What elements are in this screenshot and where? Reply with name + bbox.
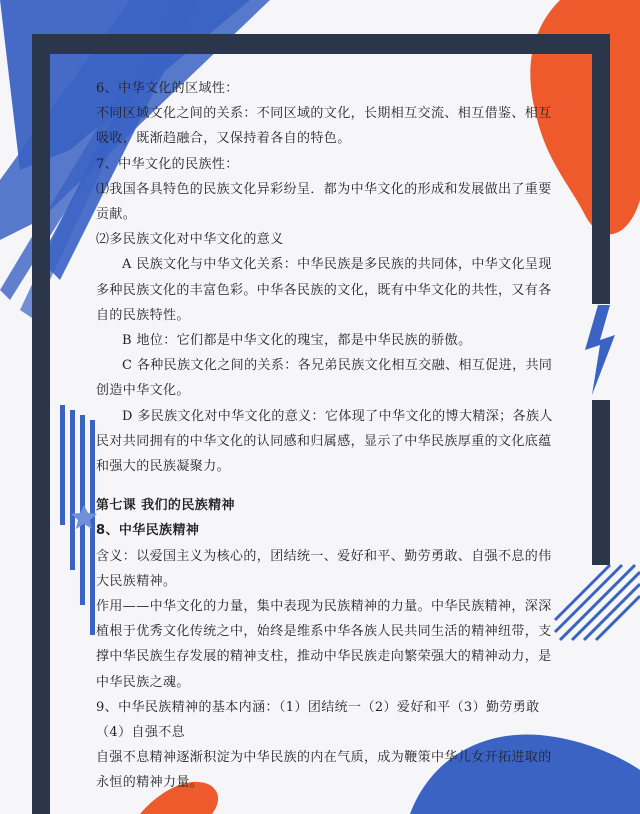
section-7-item-c: C 各种民族文化之间的关系：各兄弟民族文化相互交融、相互促进，共同创造中华文化。: [96, 358, 553, 399]
frame-right-bar-lower: [592, 400, 610, 565]
section-9-title: 9、中华民族精神的基本内涵：（1）团结统一（2）爱好和平（3）勤劳勇敢（4）自强不息: [96, 699, 540, 741]
document-body: [96, 76, 558, 796]
lesson-title: 第七课 我们的民族精神: [96, 498, 235, 514]
section-6-title: 6、中华文化的区域性：: [96, 81, 239, 96]
lightning-icon: [585, 305, 615, 395]
section-7-point-1: ⑴我国各具特色的民族文化异彩纷呈．都为中华文化的形成和发展做出了重要贡献。: [96, 181, 552, 223]
section-7-item-b: B 地位：它们都是中华文化的瑰宝，都是中华民族的骄傲。: [122, 333, 472, 349]
frame-right-bar-upper: [592, 34, 610, 304]
section-8-title: 8、中华民族精神: [96, 523, 200, 539]
section-7-item-d: D 多民族文化对中华文化的意义：它体现了中华文化的博大精深；各族人民对共同拥有的中华文化的认同感和归属感，显示了中华民族厚重的文化底蕴和强大的民族凝聚力。: [96, 408, 553, 475]
section-8-meaning: 含义：以爱国主义为核心的，团结统一、爱好和平、勤劳勇敢、自强不息的伟大民族精神。: [96, 548, 552, 589]
section-7-item-a: A 民族文化与中华文化关系：中华民族是多民族的共同体，中华文化呈现多种民族文化的丰富色彩。中华各民族的文化，既有中华文化的共性，又有各自的民族特性。: [96, 257, 552, 323]
section-8-role: 作用——中华文化的力量，集中表现为民族精神的力量。中华民族精神，深深植根于优秀文化传统之中，始终是维系中华各族人民共同生活的精神纽带，支撑中华民族生存发展的精神支柱，推动中华民族走向繁荣强大的精神动力，是中华民族之魂。: [96, 599, 552, 690]
section-7-title: 7、中华文化的民族性：: [96, 156, 239, 172]
blue-hatch-right: [555, 565, 640, 640]
frame-left-bar: [32, 34, 50, 814]
frame-top-bar: [32, 34, 610, 54]
section-9-body: 自强不息精神逐渐积淀为中华民族的内在气质，成为鞭策中华儿女开拓进取的永恒的精神力量。: [96, 750, 552, 791]
section-7-point-2: ⑵多民族文化对中华文化的意义: [96, 232, 284, 248]
section-6-body: 不同区域文化之间的关系：不同区域的文化，长期相互交流、相互借鉴、相互吸收，既渐趋融合，又保持着各自的特色。: [96, 106, 552, 147]
